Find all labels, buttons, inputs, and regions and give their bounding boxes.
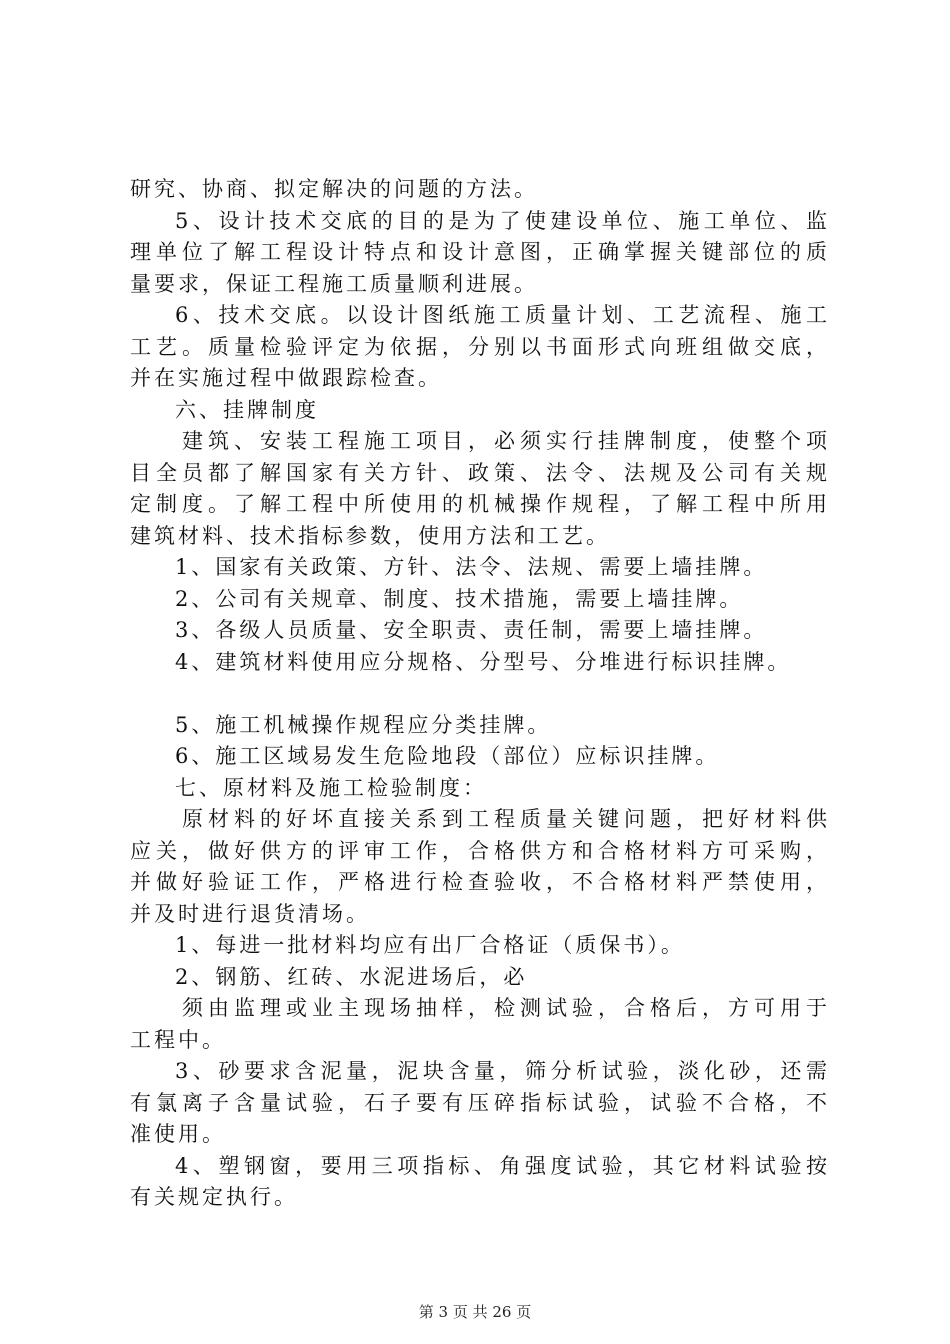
- list-item: 1、每进一批材料均应有出厂合格证（质保书）。: [175, 933, 685, 957]
- text-line: 目全员都了解国家有关方针、政策、法令、法规及公司有关规: [130, 460, 830, 485]
- text-line: 6、技术交底。以设计图纸施工质量计划、工艺流程、施工: [175, 303, 830, 327]
- text-line: 并做好验证工作，严格进行检查验收，不合格材料严禁使用，: [130, 870, 830, 894]
- text-line: 有关规定执行。: [130, 1185, 298, 1209]
- list-item: 4、建筑材料使用应分规格、分型号、分堆进行标识挂牌。: [175, 649, 792, 674]
- blank-line: [130, 678, 830, 710]
- list-item: 3、各级人员质量、安全职责、责任制，需要上墙挂牌。: [175, 618, 768, 642]
- text-line: 建筑、安装工程施工项目，必须实行挂牌制度，使整个项: [182, 429, 830, 453]
- list-item: 4、塑钢窗，要用三项指标、角强度试验，其它材料试验按: [175, 1153, 830, 1178]
- list-item: 6、施工区域易发生危险地段（部位）应标识挂牌。: [175, 744, 720, 768]
- text-line: 原材料的好坏直接关系到工程质量关键问题，把好材料供: [182, 807, 830, 831]
- text-line: 定制度。了解工程中所使用的机械操作规程，了解工程中所用: [130, 492, 830, 516]
- text-line: 工艺。质量检验评定为依据，分别以书面形式向班组做交底，: [130, 334, 830, 359]
- section-heading: 七、原材料及施工检验制度：: [175, 775, 487, 800]
- text-line: 并在实施过程中做跟踪检查。: [130, 366, 442, 390]
- document-body: [130, 174, 830, 1214]
- section-heading: 六、挂牌制度: [175, 397, 319, 422]
- text-line: 有氯离子含量试验，石子要有压碎指标试验，试验不合格，不: [130, 1090, 830, 1115]
- list-item: 2、钢筋、红砖、水泥进场后，必: [175, 964, 528, 989]
- text-line: 须由监理或业主现场抽样，检测试验，合格后，方可用于: [182, 996, 830, 1020]
- list-item: 2、公司有关规章、制度、技术措施，需要上墙挂牌。: [175, 586, 744, 611]
- list-item: 1、国家有关政策、方针、法令、法规、需要上墙挂牌。: [175, 555, 768, 579]
- page-number-footer: 第 3 页 共 26 页: [418, 1303, 532, 1321]
- text-line: 应关，做好供方的评审工作，合格供方和合格材料方可采购，: [130, 838, 830, 863]
- list-item: 3、砂要求含泥量，泥块含量，筛分析试验，淡化砂，还需: [175, 1059, 830, 1083]
- text-line: 研究、协商、拟定解决的问题的方法。: [130, 177, 538, 201]
- list-item: 5、施工机械操作规程应分类挂牌。: [175, 712, 552, 737]
- text-line: 建筑材料、技术指标参数，使用方法和工艺。: [130, 523, 610, 548]
- text-line: 准使用。: [130, 1122, 226, 1146]
- text-line: 工程中。: [130, 1027, 226, 1052]
- text-line: 量要求，保证工程施工质量顺利进展。: [130, 271, 538, 296]
- text-line: 并及时进行退货清场。: [130, 901, 370, 926]
- text-line: 5、设计技术交底的目的是为了使建设单位、施工单位、监: [175, 208, 830, 233]
- text-line: 理单位了解工程设计特点和设计意图，正确掌握关键部位的质: [130, 240, 830, 264]
